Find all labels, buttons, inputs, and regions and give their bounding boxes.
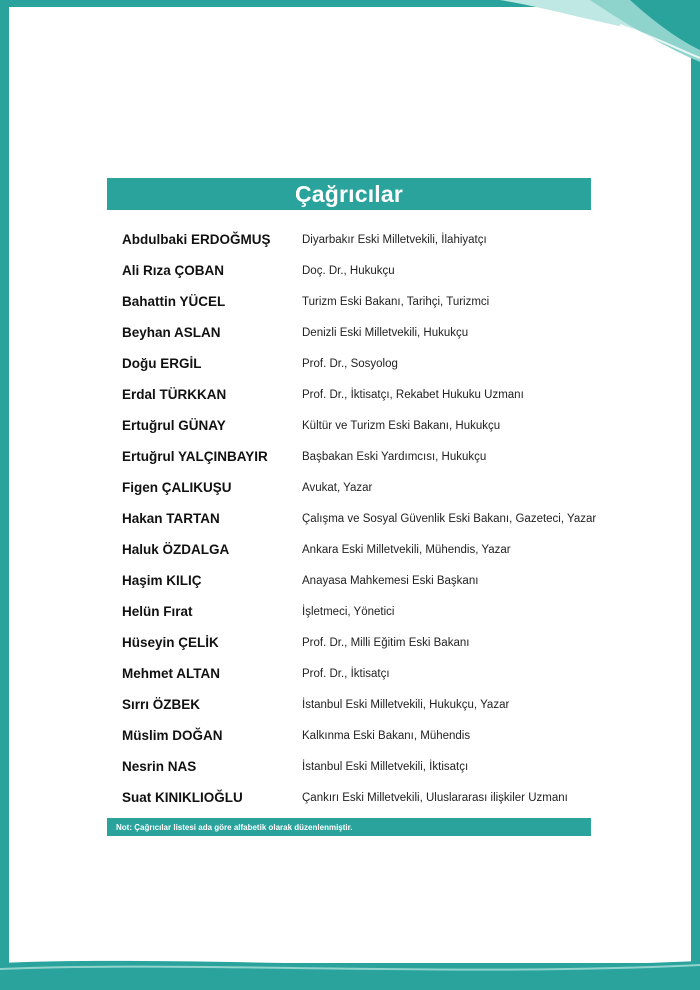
person-name: Figen ÇALIKUŞU <box>122 480 232 495</box>
person-title: Denizli Eski Milletvekili, Hukukçu <box>302 326 469 339</box>
person-title: Çalışma ve Sosyal Güvenlik Eski Bakanı, Gazeteci, Yazar <box>302 512 597 525</box>
person-title: Çankırı Eski Milletvekili, Uluslararası ilişkiler Uzmanı <box>302 791 568 804</box>
list-item <box>122 224 642 255</box>
list-item <box>122 627 642 658</box>
list-item <box>122 255 642 286</box>
person-title: Turizm Eski Bakanı, Tarihçi, Turizmci <box>302 295 490 308</box>
person-name: Sırrı ÖZBEK <box>122 697 201 712</box>
page-title-text: Çağrıcılar <box>294 180 404 207</box>
person-title: Kalkınma Eski Bakanı, Mühendis <box>302 729 471 742</box>
person-name: Helün Fırat <box>122 604 193 619</box>
page-title <box>107 178 591 210</box>
person-name: Hüseyin ÇELİK <box>122 635 219 650</box>
person-title: Kültür ve Turizm Eski Bakanı, Hukukçu <box>302 419 501 432</box>
person-name: Doğu ERGİL <box>122 356 202 371</box>
wave-decoration-bottom <box>0 955 700 990</box>
person-name: Mehmet ALTAN <box>122 666 220 681</box>
person-name: Hakan TARTAN <box>122 511 220 526</box>
person-name: Müslim DOĞAN <box>122 728 223 743</box>
person-title: Prof. Dr., İktisatçı <box>302 667 390 680</box>
list-item <box>122 720 642 751</box>
list-item <box>122 348 642 379</box>
person-name: Nesrin NAS <box>122 759 197 774</box>
person-title: Başbakan Eski Yardımcısı, Hukukçu <box>302 450 487 463</box>
list-item <box>122 472 642 503</box>
note-text: Not: Çağrıcılar listesi ada göre alfabetik olarak düzenlenmiştir. <box>116 822 353 832</box>
list-item <box>122 286 642 317</box>
list-item <box>122 782 642 813</box>
person-name: Ali Rıza ÇOBAN <box>122 263 225 278</box>
person-name: Ertuğrul YALÇINBAYIR <box>122 449 268 464</box>
person-title: İstanbul Eski Milletvekili, İktisatçı <box>302 760 469 773</box>
person-title: Diyarbakır Eski Milletvekili, İlahiyatçı <box>302 233 487 246</box>
person-title: Prof. Dr., Sosyolog <box>302 357 398 370</box>
list-item <box>122 596 642 627</box>
person-name: Haşim KILIÇ <box>122 573 202 588</box>
person-title: Avukat, Yazar <box>302 481 373 494</box>
list-item <box>122 534 642 565</box>
list-item <box>122 441 642 472</box>
person-title: Doç. Dr., Hukukçu <box>302 264 395 277</box>
person-name: Erdal TÜRKKAN <box>122 387 227 402</box>
person-name: Ertuğrul GÜNAY <box>122 418 226 433</box>
list-item <box>122 317 642 348</box>
person-name: Bahattin YÜCEL <box>122 294 226 309</box>
person-title: İstanbul Eski Milletvekili, Hukukçu, Yazar <box>302 698 510 711</box>
person-title: Anayasa Mahkemesi Eski Başkanı <box>302 574 479 587</box>
note-bar <box>107 818 591 836</box>
person-name: Suat KINIKLIOĞLU <box>122 790 243 805</box>
list-item <box>122 751 642 782</box>
list-item <box>122 658 642 689</box>
person-name: Beyhan ASLAN <box>122 325 221 340</box>
person-title: Prof. Dr., İktisatçı, Rekabet Hukuku Uzmanı <box>302 388 524 401</box>
list-item <box>122 410 642 441</box>
person-name: Abdulbaki ERDOĞMUŞ <box>122 232 271 247</box>
person-name: Haluk ÖZDALGA <box>122 542 230 557</box>
list-item <box>122 379 642 410</box>
list-item <box>122 565 642 596</box>
person-title: İşletmeci, Yönetici <box>302 605 395 618</box>
person-title: Prof. Dr., Milli Eğitim Eski Bakanı <box>302 636 470 649</box>
list-item <box>122 689 642 720</box>
person-title: Ankara Eski Milletvekili, Mühendis, Yazar <box>302 543 511 556</box>
participant-list <box>122 224 642 813</box>
list-item <box>122 503 642 534</box>
